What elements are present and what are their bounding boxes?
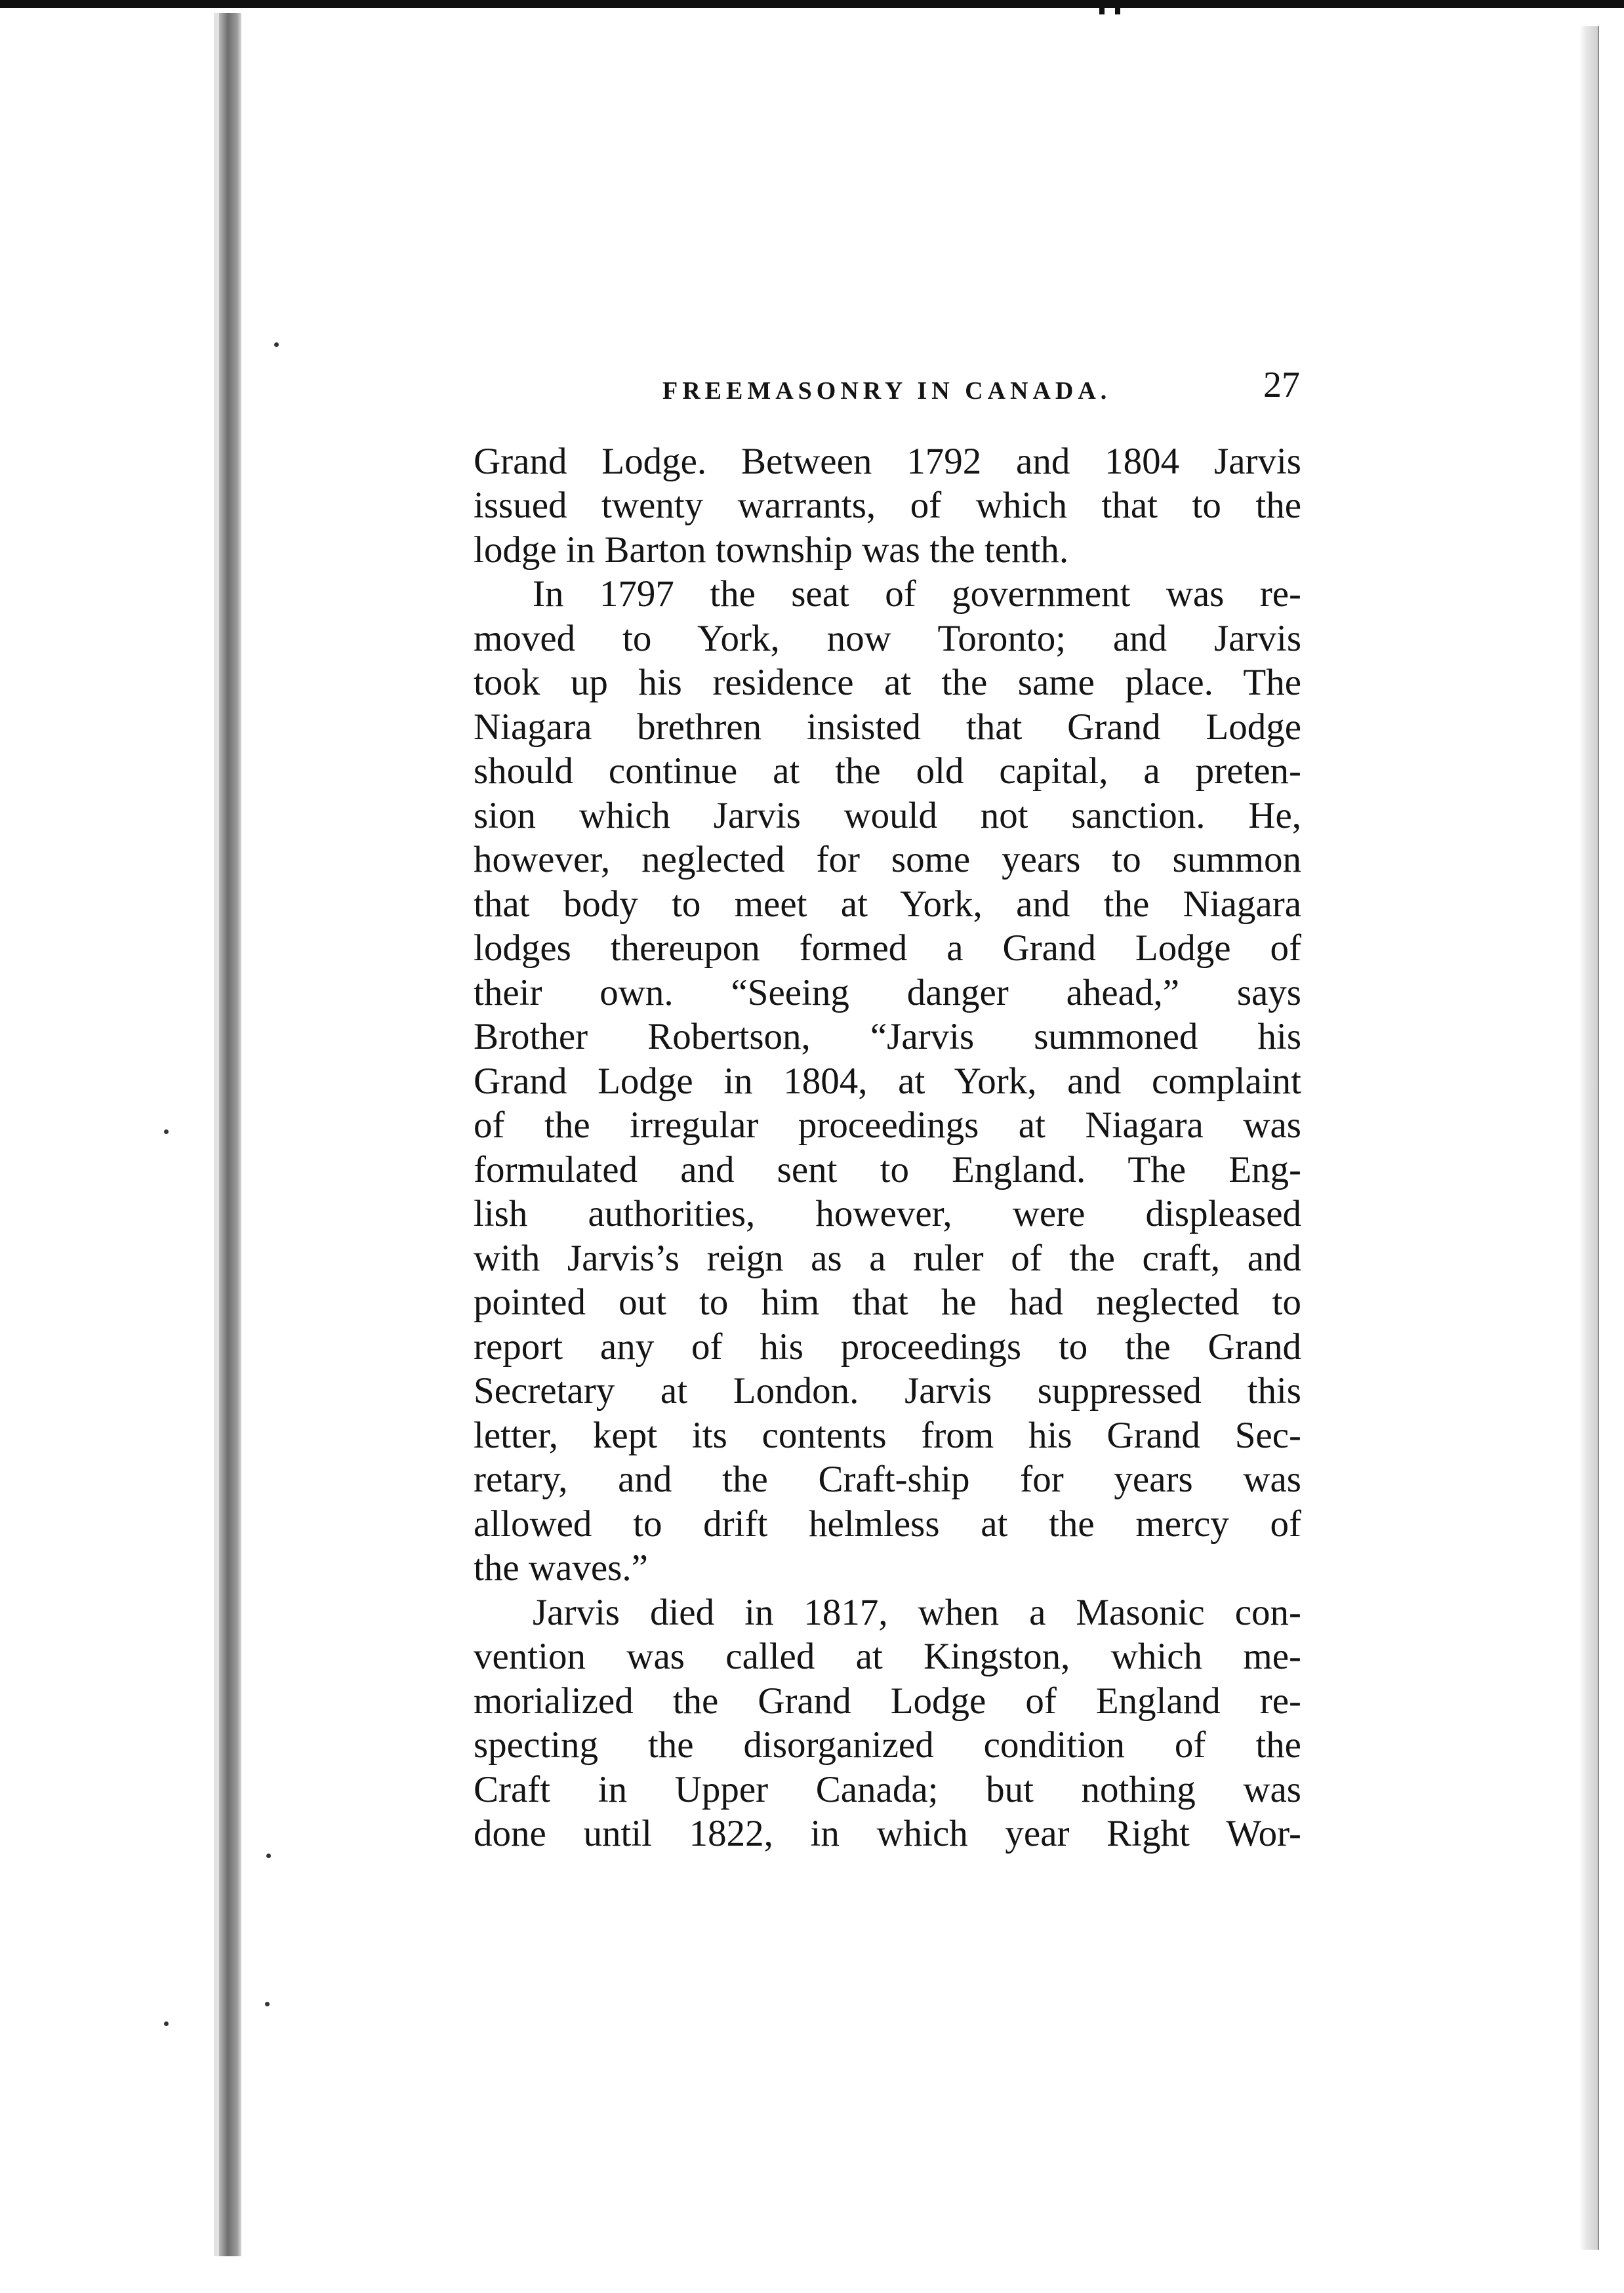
text-line: In 1797 the seat of government was re-	[533, 573, 1301, 615]
page-number: 27	[1263, 365, 1300, 405]
text-line: of the irregular proceedings at Niagara was	[474, 1105, 1301, 1146]
page-right-edge-line	[1598, 26, 1599, 2250]
text-line: however, neglected for some years to summon	[474, 839, 1301, 880]
text-line: Jarvis died in 1817, when a Masonic con-	[533, 1592, 1301, 1633]
binding-gutter-edge	[214, 13, 219, 2256]
text-line: should continue at the old capital, a preten-	[474, 750, 1301, 792]
text-line: that body to meet at York, and the Niagara	[474, 883, 1301, 925]
text-line: lish authorities, however, were displeased	[474, 1193, 1301, 1234]
text-line: report any of his proceedings to the Grand	[474, 1326, 1301, 1368]
text-line: moved to York, now Toronto; and Jarvis	[474, 618, 1301, 659]
running-head: FREEMASONRY IN CANADA.	[662, 377, 1112, 405]
text-line: allowed to drift helmless at the mercy of	[474, 1503, 1301, 1545]
scan-speck	[164, 2021, 169, 2026]
text-line: Brother Robertson, “Jarvis summoned his	[474, 1016, 1301, 1057]
binding-gutter-shadow	[219, 13, 241, 2256]
scan-top-border	[0, 0, 1624, 8]
scan-speck	[265, 2002, 270, 2006]
text-line: formulated and sent to England. The Eng-	[474, 1149, 1301, 1190]
text-line: their own. “Seeing danger ahead,” says	[474, 972, 1301, 1013]
text-line: issued twenty warrants, of which that to the	[474, 485, 1301, 526]
text-line: lodges thereupon formed a Grand Lodge of	[474, 927, 1301, 969]
text-line: the waves.”	[474, 1547, 648, 1589]
text-line: retary, and the Craft-ship for years was	[474, 1459, 1301, 1500]
text-line: Grand Lodge. Between 1792 and 1804 Jarvis	[474, 441, 1301, 482]
text-line: Grand Lodge in 1804, at York, and complaint	[474, 1061, 1301, 1102]
text-line: Craft in Upper Canada; but nothing was	[474, 1769, 1301, 1810]
text-line: specting the disorganized condition of the	[474, 1724, 1301, 1766]
scan-speck	[274, 342, 279, 347]
text-line: Niagara brethren insisted that Grand Lodge	[474, 706, 1301, 748]
scan-top-tick	[1099, 0, 1105, 14]
scan-top-tick	[1115, 0, 1120, 14]
text-line: done until 1822, in which year Right Wor-	[474, 1813, 1301, 1854]
page-right-edge	[1579, 26, 1598, 2250]
text-line: letter, kept its contents from his Grand Sec-	[474, 1415, 1301, 1456]
text-line: vention was called at Kingston, which me-	[474, 1636, 1301, 1677]
text-line: morialized the Grand Lodge of England re-	[474, 1680, 1301, 1722]
scan-speck	[266, 1854, 271, 1858]
scan-speck	[164, 1129, 169, 1134]
text-line: took up his residence at the same place. The	[474, 662, 1301, 703]
text-line: with Jarvis’s reign as a ruler of the craft, and	[474, 1238, 1301, 1279]
text-line: pointed out to him that he had neglected to	[474, 1282, 1301, 1323]
text-line: sion which Jarvis would not sanction. He,	[474, 795, 1301, 836]
text-line: lodge in Barton township was the tenth.	[474, 529, 1069, 571]
text-line: Secretary at London. Jarvis suppressed this	[474, 1370, 1301, 1411]
